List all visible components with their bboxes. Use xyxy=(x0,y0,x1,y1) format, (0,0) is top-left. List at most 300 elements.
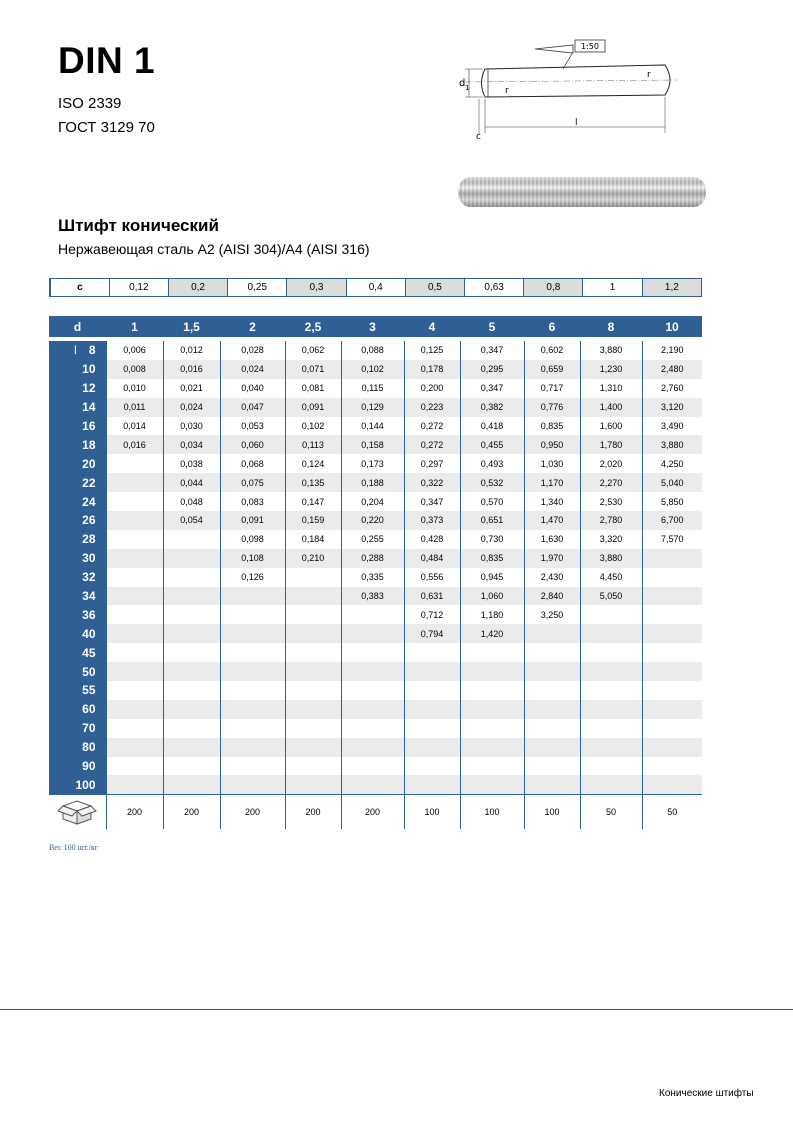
weight-cell: 0,068 xyxy=(220,454,285,473)
weight-cell: 1,180 xyxy=(460,605,524,624)
weight-cell: 0,210 xyxy=(285,549,341,568)
weight-cell xyxy=(220,775,285,794)
weight-cell xyxy=(524,719,580,738)
table-row xyxy=(49,605,702,624)
c-value: 0,5 xyxy=(405,279,464,297)
d1-subscript: 1 xyxy=(465,84,470,92)
weight-cell: 2,430 xyxy=(524,568,580,587)
weight-cell: 0,204 xyxy=(341,492,404,511)
weight-cell: 0,493 xyxy=(460,454,524,473)
chamfer-row xyxy=(50,279,702,297)
weight-cell: 0,135 xyxy=(285,473,341,492)
weight-cell: 0,038 xyxy=(163,454,220,473)
radius-label-left: r xyxy=(505,86,509,96)
weight-cell: 2,530 xyxy=(580,492,642,511)
table-row xyxy=(49,700,702,719)
weight-cell: 0,147 xyxy=(285,492,341,511)
weight-cell: 0,297 xyxy=(404,454,460,473)
weight-cell xyxy=(341,643,404,662)
weight-cell xyxy=(580,605,642,624)
weight-cell: 0,455 xyxy=(460,435,524,454)
length-cell: 90 xyxy=(49,757,106,776)
package-qty: 100 xyxy=(404,795,460,830)
weight-cell xyxy=(163,775,220,794)
weight-cell xyxy=(285,681,341,700)
weight-cell: 0,418 xyxy=(460,417,524,436)
length-cell: 12 xyxy=(49,379,106,398)
weight-cell: 0,659 xyxy=(524,360,580,379)
weight-cell xyxy=(524,681,580,700)
weight-cell: 0,126 xyxy=(220,568,285,587)
d-header-cell: 1,5 xyxy=(163,316,220,337)
length-cell: 14 xyxy=(49,398,106,417)
product-name: Штифт конический xyxy=(58,216,219,235)
weight-cell xyxy=(220,624,285,643)
weight-cell: 0,075 xyxy=(220,473,285,492)
weight-cell xyxy=(106,719,163,738)
weight-cell xyxy=(642,775,702,794)
weight-cell xyxy=(642,587,702,606)
d-label: d xyxy=(49,316,106,337)
weight-cell xyxy=(106,473,163,492)
length-cell: 100 xyxy=(49,775,106,794)
weight-cell: 0,108 xyxy=(220,549,285,568)
weight-cell: 0,016 xyxy=(106,435,163,454)
weight-cell xyxy=(163,530,220,549)
weight-cell xyxy=(580,738,642,757)
weight-cell xyxy=(163,700,220,719)
table-row xyxy=(49,662,702,681)
weight-cell xyxy=(163,643,220,662)
length-cell: 22 xyxy=(49,473,106,492)
table-row xyxy=(49,492,702,511)
length-cell: 45 xyxy=(49,643,106,662)
package-qty: 100 xyxy=(524,795,580,830)
weight-cell xyxy=(106,587,163,606)
weight-cell: 1,310 xyxy=(580,379,642,398)
weight-cell: 0,098 xyxy=(220,530,285,549)
weight-cell xyxy=(220,662,285,681)
length-cell: 20 xyxy=(49,454,106,473)
weight-cell xyxy=(524,757,580,776)
table-row xyxy=(49,530,702,549)
weight-cell: 5,850 xyxy=(642,492,702,511)
package-qty: 200 xyxy=(341,795,404,830)
weight-cell xyxy=(404,738,460,757)
weight-cell xyxy=(285,605,341,624)
weight-cell xyxy=(341,700,404,719)
weight-cell xyxy=(580,719,642,738)
weight-cell xyxy=(106,738,163,757)
weight-cell: 1,060 xyxy=(460,587,524,606)
weight-cell: 0,016 xyxy=(163,360,220,379)
c-value: 1 xyxy=(583,279,642,297)
weight-cell xyxy=(404,681,460,700)
weight-cell xyxy=(642,719,702,738)
weight-table xyxy=(49,316,702,829)
weight-cell xyxy=(642,662,702,681)
weight-cell: 0,030 xyxy=(163,417,220,436)
length-cell: 30 xyxy=(49,549,106,568)
c-value: 0,8 xyxy=(524,279,583,297)
package-qty: 50 xyxy=(642,795,702,830)
weight-cell: 0,053 xyxy=(220,417,285,436)
weight-cell xyxy=(163,738,220,757)
footer-text: Конические штифты xyxy=(659,1088,754,1099)
weight-cell: 4,450 xyxy=(580,568,642,587)
weight-cell xyxy=(106,549,163,568)
weight-cell: 4,250 xyxy=(642,454,702,473)
weight-cell: 0,062 xyxy=(285,341,341,360)
weight-cell xyxy=(341,681,404,700)
table-row xyxy=(49,379,702,398)
weight-cell xyxy=(106,454,163,473)
table-row xyxy=(49,757,702,776)
weight-cell: 1,470 xyxy=(524,511,580,530)
weight-cell: 2,190 xyxy=(642,341,702,360)
weight-cell: 0,532 xyxy=(460,473,524,492)
weight-cell xyxy=(106,530,163,549)
weight-cell: 2,480 xyxy=(642,360,702,379)
radius-label-right: r xyxy=(647,70,651,80)
length-cell: 55 xyxy=(49,681,106,700)
weight-cell: 0,125 xyxy=(404,341,460,360)
weight-cell xyxy=(106,700,163,719)
length-cell: 10 xyxy=(49,360,106,379)
weight-cell xyxy=(404,700,460,719)
weight-cell: 0,091 xyxy=(220,511,285,530)
length-cell: 24 xyxy=(49,492,106,511)
weight-cell: 0,081 xyxy=(285,379,341,398)
weight-cell: 2,780 xyxy=(580,511,642,530)
weight-cell: 0,044 xyxy=(163,473,220,492)
package-qty: 100 xyxy=(460,795,524,830)
weight-cell: 0,428 xyxy=(404,530,460,549)
weight-cell xyxy=(106,775,163,794)
weight-cell: 3,880 xyxy=(642,435,702,454)
weight-cell xyxy=(163,568,220,587)
weight-cell: 0,730 xyxy=(460,530,524,549)
package-qty: 200 xyxy=(106,795,163,830)
weight-cell: 0,115 xyxy=(341,379,404,398)
weight-cell: 7,570 xyxy=(642,530,702,549)
weight-cell xyxy=(106,681,163,700)
weight-cell xyxy=(285,643,341,662)
d-header-cell: 10 xyxy=(642,316,702,337)
divider xyxy=(0,1009,793,1010)
table-row xyxy=(49,549,702,568)
length-cell: 28 xyxy=(49,530,106,549)
weight-cell: 0,028 xyxy=(220,341,285,360)
weight-cell xyxy=(341,624,404,643)
weight-cell: 0,054 xyxy=(163,511,220,530)
weight-cell: 0,088 xyxy=(341,341,404,360)
weight-cell xyxy=(341,719,404,738)
length-cell: 18 xyxy=(49,435,106,454)
weight-cell xyxy=(163,757,220,776)
weight-cell xyxy=(460,643,524,662)
table-row xyxy=(49,681,702,700)
weight-cell: 2,840 xyxy=(524,587,580,606)
weight-cell xyxy=(341,757,404,776)
c-value: 1,2 xyxy=(642,279,701,297)
table-row xyxy=(49,473,702,492)
length-cell: 26 xyxy=(49,511,106,530)
weight-cell xyxy=(285,757,341,776)
weight-cell: 0,484 xyxy=(404,549,460,568)
weight-cell: 1,400 xyxy=(580,398,642,417)
table-row xyxy=(49,568,702,587)
weight-cell xyxy=(220,605,285,624)
weight-cell xyxy=(642,568,702,587)
weight-cell xyxy=(220,757,285,776)
weight-cell xyxy=(642,549,702,568)
weight-cell xyxy=(460,738,524,757)
weight-cell: 0,570 xyxy=(460,492,524,511)
table-row xyxy=(49,417,702,436)
package-row xyxy=(49,795,702,830)
weight-cell xyxy=(163,624,220,643)
weight-cell xyxy=(106,624,163,643)
weight-cell: 0,158 xyxy=(341,435,404,454)
d-header-cell: 4 xyxy=(404,316,460,337)
weight-cell: 3,880 xyxy=(580,341,642,360)
weight-cell xyxy=(220,587,285,606)
weight-cell xyxy=(341,662,404,681)
weight-cell: 0,144 xyxy=(341,417,404,436)
weight-cell: 3,490 xyxy=(642,417,702,436)
weight-cell xyxy=(285,662,341,681)
weight-cell xyxy=(285,587,341,606)
weight-cell: 0,382 xyxy=(460,398,524,417)
weight-cell xyxy=(106,492,163,511)
weight-cell xyxy=(580,775,642,794)
weight-cell xyxy=(524,643,580,662)
weight-cell: 0,200 xyxy=(404,379,460,398)
weight-cell xyxy=(106,511,163,530)
weight-cell: 0,950 xyxy=(524,435,580,454)
weight-cell xyxy=(642,643,702,662)
weight-cell: 0,102 xyxy=(341,360,404,379)
length-cell: 34 xyxy=(49,587,106,606)
weight-cell: 0,011 xyxy=(106,398,163,417)
weight-cell: 1,970 xyxy=(524,549,580,568)
d-header-cell: 1 xyxy=(106,316,163,337)
weight-cell xyxy=(404,643,460,662)
c-value: 0,25 xyxy=(228,279,287,297)
weight-cell xyxy=(642,738,702,757)
length-label: l xyxy=(575,118,578,128)
weight-cell: 3,120 xyxy=(642,398,702,417)
table-row xyxy=(49,360,702,379)
weight-cell xyxy=(220,700,285,719)
weight-cell: 0,717 xyxy=(524,379,580,398)
weight-cell xyxy=(524,700,580,719)
length-cell: 32 xyxy=(49,568,106,587)
weight-cell xyxy=(106,757,163,776)
weight-cell xyxy=(642,681,702,700)
weight-cell xyxy=(524,662,580,681)
l-label: l xyxy=(74,343,77,358)
weight-cell: 0,178 xyxy=(404,360,460,379)
weight-cell: 0,945 xyxy=(460,568,524,587)
weight-cell xyxy=(460,775,524,794)
material: Нержавеющая сталь A2 (AISI 304)/A4 (AISI 316) xyxy=(58,241,370,257)
table-row xyxy=(49,775,702,794)
weight-cell xyxy=(642,757,702,776)
weight-cell xyxy=(163,681,220,700)
weight-cell: 0,083 xyxy=(220,492,285,511)
weight-cell xyxy=(163,587,220,606)
weight-cell xyxy=(163,549,220,568)
weight-cell: 1,170 xyxy=(524,473,580,492)
weight-cell: 0,383 xyxy=(341,587,404,606)
weight-cell: 2,020 xyxy=(580,454,642,473)
weight-cell: 0,124 xyxy=(285,454,341,473)
weight-cell xyxy=(220,719,285,738)
weight-cell xyxy=(580,681,642,700)
weight-cell xyxy=(642,700,702,719)
weight-cell: 0,347 xyxy=(404,492,460,511)
length-cell: 60 xyxy=(49,700,106,719)
weight-cell: 0,255 xyxy=(341,530,404,549)
weight-cell xyxy=(404,775,460,794)
weight-cell: 0,159 xyxy=(285,511,341,530)
weight-cell: 0,712 xyxy=(404,605,460,624)
weight-cell xyxy=(285,700,341,719)
weight-cell xyxy=(106,568,163,587)
weight-cell xyxy=(580,757,642,776)
weight-cell xyxy=(580,662,642,681)
table-row xyxy=(49,587,702,606)
chamfer-label: c xyxy=(476,132,481,142)
weight-cell xyxy=(404,719,460,738)
weight-cell: 1,420 xyxy=(460,624,524,643)
weight-cell: 0,272 xyxy=(404,435,460,454)
weight-cell xyxy=(285,568,341,587)
weight-cell xyxy=(524,624,580,643)
weight-cell: 0,040 xyxy=(220,379,285,398)
weight-cell: 0,071 xyxy=(285,360,341,379)
weight-cell xyxy=(580,624,642,643)
weight-cell: 0,188 xyxy=(341,473,404,492)
weight-cell xyxy=(285,624,341,643)
standard-gost: ГОСТ 3129 70 xyxy=(58,119,155,136)
weight-cell: 0,102 xyxy=(285,417,341,436)
c-value: 0,4 xyxy=(346,279,405,297)
weight-cell: 0,220 xyxy=(341,511,404,530)
weight-cell xyxy=(460,681,524,700)
table-row xyxy=(49,738,702,757)
box-icon xyxy=(57,796,97,826)
weight-cell: 3,880 xyxy=(580,549,642,568)
standard-iso: ISO 2339 xyxy=(58,95,122,112)
c-value: 0,2 xyxy=(168,279,227,297)
weight-cell: 0,373 xyxy=(404,511,460,530)
weight-cell: 0,034 xyxy=(163,435,220,454)
weight-cell: 0,048 xyxy=(163,492,220,511)
weight-cell xyxy=(460,719,524,738)
table-row xyxy=(49,643,702,662)
d-header-row xyxy=(49,316,702,337)
weight-cell: 0,322 xyxy=(404,473,460,492)
weight-cell: 0,631 xyxy=(404,587,460,606)
table-row xyxy=(49,341,702,360)
weight-cell: 0,012 xyxy=(163,341,220,360)
weight-cell: 2,760 xyxy=(642,379,702,398)
weight-cell xyxy=(220,738,285,757)
weight-cell: 0,776 xyxy=(524,398,580,417)
weight-cell: 0,173 xyxy=(341,454,404,473)
weight-cell: 0,024 xyxy=(163,398,220,417)
taper-ratio-label: 1:50 xyxy=(581,42,599,51)
d-header-cell: 6 xyxy=(524,316,580,337)
weight-cell xyxy=(404,757,460,776)
weight-cell: 0,288 xyxy=(341,549,404,568)
weight-cell: 3,250 xyxy=(524,605,580,624)
weight-cell: 0,113 xyxy=(285,435,341,454)
weight-cell xyxy=(404,662,460,681)
weight-cell: 0,556 xyxy=(404,568,460,587)
length-cell: 50 xyxy=(49,662,106,681)
weight-cell xyxy=(220,681,285,700)
weight-cell xyxy=(163,605,220,624)
weight-cell: 0,794 xyxy=(404,624,460,643)
weight-cell: 0,014 xyxy=(106,417,163,436)
d-header-cell: 3 xyxy=(341,316,404,337)
package-icon-cell xyxy=(49,795,106,830)
weight-cell xyxy=(285,738,341,757)
weight-cell xyxy=(220,643,285,662)
weight-cell: 0,347 xyxy=(460,379,524,398)
c-value: 0,3 xyxy=(287,279,346,297)
length-cell: 36 xyxy=(49,605,106,624)
weight-cell: 0,006 xyxy=(106,341,163,360)
weight-cell: 0,223 xyxy=(404,398,460,417)
weight-cell xyxy=(285,775,341,794)
weight-cell xyxy=(163,662,220,681)
weight-cell: 1,030 xyxy=(524,454,580,473)
weight-cell xyxy=(642,624,702,643)
weight-cell xyxy=(642,605,702,624)
weight-cell: 0,295 xyxy=(460,360,524,379)
weight-cell: 0,184 xyxy=(285,530,341,549)
weight-cell: 0,272 xyxy=(404,417,460,436)
d-header-cell: 5 xyxy=(460,316,524,337)
weight-cell: 5,040 xyxy=(642,473,702,492)
weight-cell: 1,600 xyxy=(580,417,642,436)
table-row xyxy=(49,398,702,417)
length-cell: 70 xyxy=(49,719,106,738)
weight-cell xyxy=(524,775,580,794)
length-value: 8 xyxy=(88,343,96,358)
weight-cell xyxy=(341,605,404,624)
chamfer-table xyxy=(49,278,702,297)
weight-cell xyxy=(341,775,404,794)
c-label: c xyxy=(77,282,83,293)
weight-cell: 5,050 xyxy=(580,587,642,606)
weight-cell: 3,320 xyxy=(580,530,642,549)
weight-cell xyxy=(285,719,341,738)
weight-cell xyxy=(580,700,642,719)
table-row xyxy=(49,435,702,454)
table-row xyxy=(49,454,702,473)
weight-cell xyxy=(524,738,580,757)
package-qty: 200 xyxy=(220,795,285,830)
length-cell: 16 xyxy=(49,417,106,436)
table-row xyxy=(49,624,702,643)
weight-cell xyxy=(580,643,642,662)
